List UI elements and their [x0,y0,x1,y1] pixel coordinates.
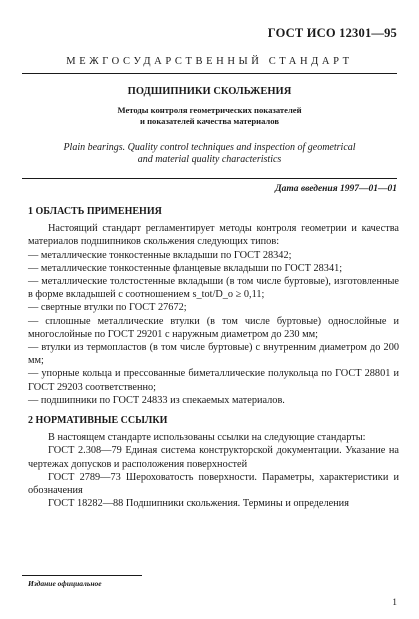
title-ru: ПОДШИПНИКИ СКОЛЬЖЕНИЯ [127,86,292,97]
subtitle-ru-line1: Методы контроля геометрических показателей [117,105,302,115]
paragraph: В настоящем стандарте использованы ссылки на следующие стандарты: [48,432,366,444]
list-item: — металлические толстостенные вкладыши (в том числе буртовые), изготовленные в форме вкладышей с соотношением s_tot/D_o ≥ 0,11; [28,276,399,301]
subtitle-ru [0,105,419,127]
title-en [0,142,419,166]
footer-divider [22,575,142,576]
reference-item: ГОСТ 2.308—79 Единая система конструкторской документации. Указание на чертежах допусков и расположения поверхностей [28,445,399,470]
top-divider [22,73,397,74]
intro-date: Дата введения 1997—01—01 [275,184,397,194]
title-divider [22,178,397,179]
document-body [28,205,399,510]
section-2-heading: 2 НОРМАТИВНЫЕ ССЫЛКИ [28,415,168,427]
reference-item: ГОСТ 18282—88 Подшипники скольжения. Термины и определения [48,498,349,510]
title-en-line1: Plain bearings. Quality control techniques and inspection of geometrical [63,142,356,153]
section-1-heading: 1 ОБЛАСТЬ ПРИМЕНЕНИЯ [28,206,162,217]
list-item: — упорные кольца и прессованные биметаллические полукольца по ГОСТ 28801 и ГОСТ 29203 соответственно; [28,368,399,393]
title-en-line2: and material quality characteristics [137,154,282,165]
standard-type: МЕЖГОСУДАРСТВЕННЫЙ СТАНДАРТ [66,56,353,67]
paragraph: Настоящий стандарт регламентирует методы контроля геометрии и качества материалов подшипников скольжения следующих типов: [28,223,399,248]
document-code: ГОСТ ИСО 12301—95 [267,26,397,40]
list-item: — металлические тонкостенные вкладыши по ГОСТ 28342; [28,249,292,261]
subtitle-ru-line2: и показателей качества материалов [140,116,279,126]
list-item: — свертные втулки по ГОСТ 27672; [28,302,187,314]
edition-note: Издание официальное [28,579,102,588]
list-item: — втулки из термопластов (в том числе буртовые) с внутренним диаметром до 200 мм; [28,342,399,367]
list-item: — сплошные металлические втулки (в том числе буртовые) однослойные и многослойные по ГОСТ 29201 с наружным диаметром до 230 мм; [28,315,399,340]
list-item: — подшипники по ГОСТ 24833 из спекаемых материалов. [28,394,285,406]
list-item: — металлические тонкостенные фланцевые вкладыши по ГОСТ 28341; [28,262,343,274]
page-number: 1 [392,598,397,608]
reference-item: ГОСТ 2789—73 Шероховатость поверхности. Параметры, характеристики и обозначения [28,471,399,497]
